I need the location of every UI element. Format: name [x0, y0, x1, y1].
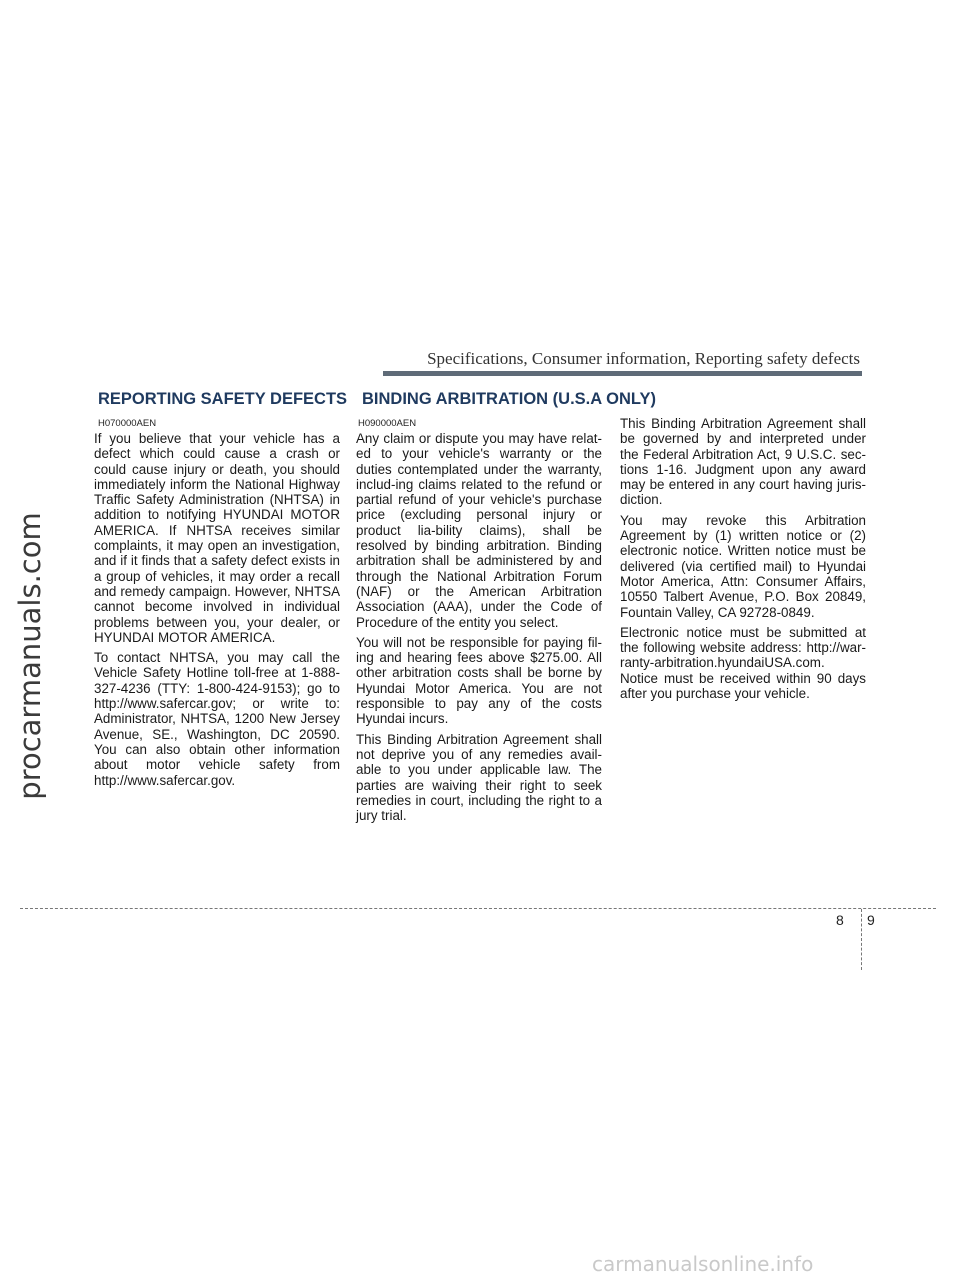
paragraph: If you believe that your vehicle has a defect which could cause a crash or could cause injury or death, you should immediately inform the National Highway Traffic Safety Administration (NHTSA) in addition to notifying HYUNDAI MOTOR AMERICA. If NHTSA receives similar complaints, it may open an investigation, and if it finds that a safety defect exists in a group of vehicles, it may order a recall and remedy campaign. However, NHTSA cannot become involved in individual problems between you, your dealer, or HYUNDAI MOTOR AMERICA. — [94, 431, 340, 645]
section-heading-reporting: REPORTING SAFETY DEFECTS — [98, 390, 348, 408]
column-arbitration-right — [620, 416, 866, 706]
page-number: 9 — [867, 912, 875, 928]
header-bar — [383, 371, 862, 376]
section-code-reporting: H070000AEN — [98, 418, 157, 429]
section-heading-arbitration: BINDING ARBITRATION (U.S.A ONLY) — [362, 390, 656, 408]
paragraph: This Binding Arbitration Agreement shall not deprive you of any remedies avail-able to you under applicable law. The parties are waiving their right to seek remedies in court, including the right to a jury trial. — [356, 731, 602, 824]
paragraph: You may revoke this Arbitration Agreement by (1) written notice or (2) electronic notice. Written notice must be delivered (via certified mail) to Hyundai Motor America, Attn: Consumer Affairs, 10550 Talbert Avenue, P.O. Box 20849, Fountain Valley, CA 92728-0849. — [620, 512, 866, 620]
section-code-arbitration: H090000AEN — [358, 418, 417, 429]
column-reporting — [94, 431, 340, 793]
column-arbitration-left — [356, 431, 602, 828]
paragraph: Electronic notice must be submitted at the following website address: http://war-ranty-arbitration.hyundaiUSA.com. Notice must be received within 90 days after you purchase your vehicle. — [620, 624, 866, 702]
side-watermark: procarmanuals.com — [13, 512, 47, 800]
paragraph: This Binding Arbitration Agreement shall be governed by and interpreted under the Federal Arbitration Act, 9 U.S.C. sec-tions 1-16. Judgment upon any award may be entered in any court having juris-diction. — [620, 416, 866, 508]
bottom-watermark: carmanualsonline.info — [592, 1252, 814, 1276]
footer-divider — [20, 908, 936, 909]
chapter-number: 8 — [836, 912, 844, 928]
paragraph: You will not be responsible for paying fil-ing and hearing fees above $275.00. All other arbitration costs shall be borne by Hyundai Motor America. You are not responsible to pay any of the costs Hyundai incurs. — [356, 634, 602, 727]
paragraph: To contact NHTSA, you may call the Vehicle Safety Hotline toll-free at 1-888-327-4236 (TTY: 1-800-424-9153); go to http://www.safercar.gov; or write to: Administrator, NHTSA, 1200 New Jersey Avenue, SE., Washington, DC 20590. You can also obtain other information about motor vehicle safety from http://www.safercar.gov. — [94, 650, 340, 788]
footer-vertical-divider — [861, 909, 862, 970]
paragraph: Any claim or dispute you may have relat-ed to your vehicle's warranty or the duties contemplated under the warranty, includ-ing claims related to the refund or partial refund of your vehicle's purchase price (excluding personal injury or product lia-bility claims), shall be resolved by binding arbitration. Binding arbitration shall be administered by and through the National Arbitration Forum (NAF) or the American Arbitration Association (AAA), under the Code of Procedure of the entity you select. — [356, 431, 602, 630]
page-header-title: Specifications, Consumer information, Reporting safety defects — [427, 349, 860, 368]
